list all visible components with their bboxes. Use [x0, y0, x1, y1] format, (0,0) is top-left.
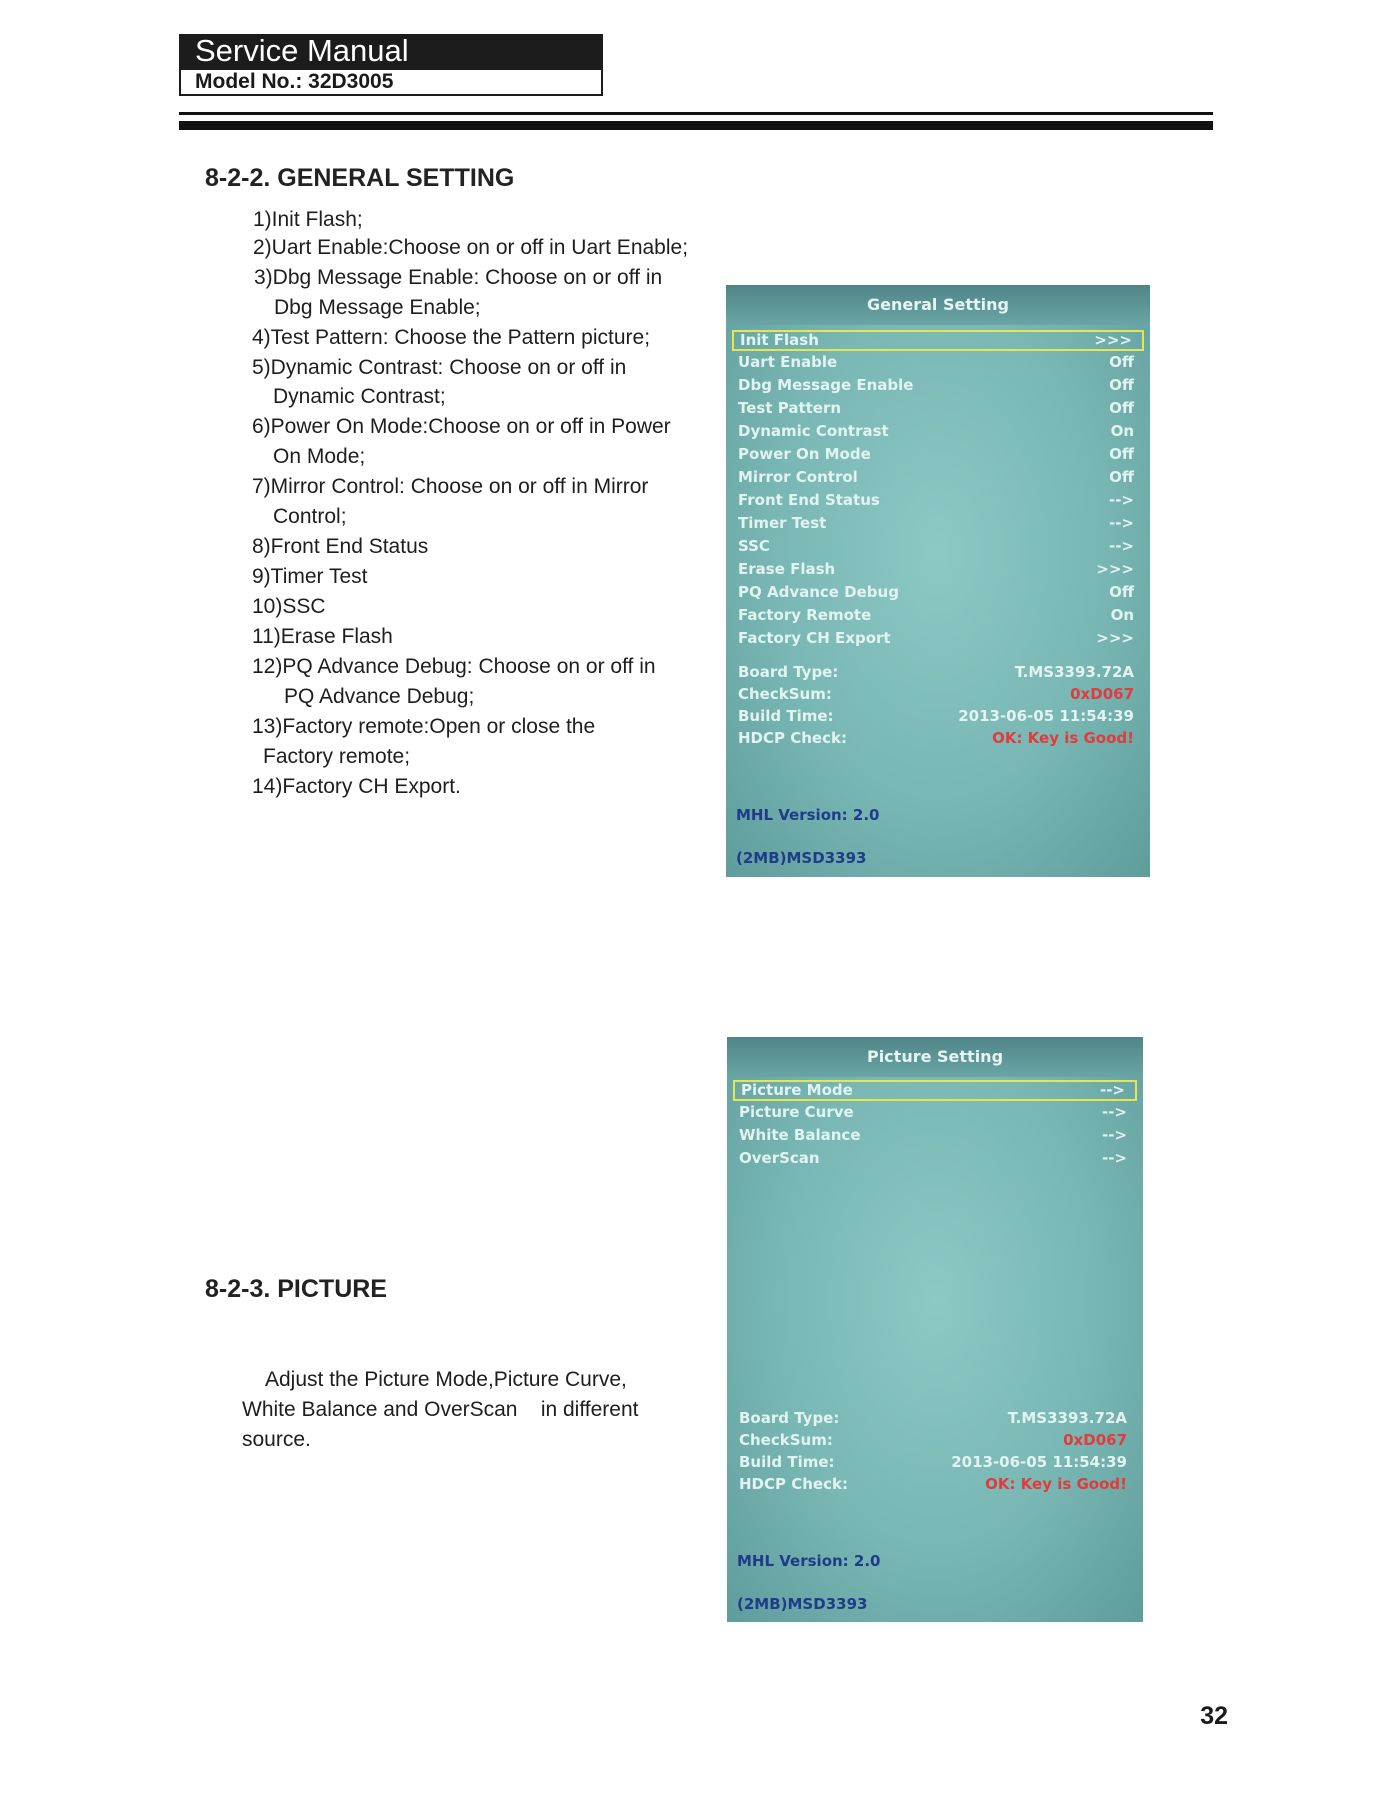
menu-label: Picture Curve — [739, 1103, 854, 1121]
list-item: 8)Front End Status — [252, 535, 429, 558]
list-item: On Mode; — [273, 445, 366, 468]
menu-row — [732, 444, 1144, 465]
menu-label: Mirror Control — [738, 468, 858, 486]
info-value: OK: Key is Good! — [985, 1475, 1127, 1493]
info-value: 0xD067 — [1063, 1431, 1127, 1449]
list-item: 6)Power On Mode:Choose on or off in Power — [252, 415, 671, 438]
chip-label: (2MB)MSD3393 — [737, 1595, 868, 1613]
info-value: 0xD067 — [1070, 685, 1134, 703]
section-heading-picture: 8-2-3. PICTURE — [205, 1275, 387, 1303]
menu-row — [732, 352, 1144, 373]
general-setting-screenshot — [726, 285, 1150, 877]
menu-label: OverScan — [739, 1149, 820, 1167]
menu-label: Power On Mode — [738, 445, 871, 463]
menu-value: Off — [1109, 376, 1134, 394]
list-item: 7)Mirror Control: Choose on or off in Mirror — [252, 475, 649, 498]
menu-label: PQ Advance Debug — [738, 583, 899, 601]
picture-paragraph-line: White Balance and OverScan in different — [242, 1398, 639, 1421]
info-label: HDCP Check: — [739, 1475, 848, 1493]
menu-label: Init Flash — [740, 331, 819, 349]
list-item: Dynamic Contrast; — [273, 385, 446, 408]
info-label: CheckSum: — [739, 1431, 833, 1449]
info-label: Board Type: — [739, 1409, 840, 1427]
menu-value: Off — [1109, 399, 1134, 417]
info-value: 2013-06-05 11:54:39 — [951, 1453, 1127, 1471]
info-label: Build Time: — [739, 1453, 835, 1471]
menu-label: Factory Remote — [738, 606, 872, 624]
info-row-build-time — [738, 706, 1134, 726]
screen-title: Picture Setting — [866, 1047, 1004, 1066]
mhl-version: MHL Version: 2.0 — [737, 1552, 881, 1570]
info-row-checksum — [738, 684, 1134, 704]
info-label: Build Time: — [738, 707, 834, 725]
list-item: 14)Factory CH Export. — [252, 775, 461, 798]
list-item: 3)Dbg Message Enable: Choose on or off in — [254, 266, 663, 289]
menu-value: --> — [1099, 1081, 1125, 1099]
info-label: CheckSum: — [738, 685, 832, 703]
header-rule-thick — [179, 121, 1213, 130]
manual-title: Service Manual — [179, 34, 603, 68]
picture-paragraph-line: Adjust the Picture Mode,Picture Curve, — [265, 1368, 627, 1391]
menu-value: --> — [1108, 491, 1134, 509]
info-row-checksum — [739, 1430, 1127, 1450]
info-row-board-type — [739, 1408, 1127, 1428]
menu-value: Off — [1109, 445, 1134, 463]
menu-label: Uart Enable — [738, 353, 838, 371]
menu-value: Off — [1109, 353, 1134, 371]
menu-row-selected — [732, 330, 1144, 351]
menu-value: --> — [1101, 1126, 1127, 1144]
list-item: 2)Uart Enable:Choose on or off in Uart Enable; — [253, 236, 689, 259]
info-value: T.MS3393.72A — [1014, 663, 1134, 681]
menu-label: Timer Test — [738, 514, 827, 532]
menu-row — [732, 559, 1144, 580]
menu-value: Off — [1109, 468, 1134, 486]
menu-row — [732, 375, 1144, 396]
info-label: HDCP Check: — [738, 729, 847, 747]
menu-label: White Balance — [739, 1126, 861, 1144]
menu-row — [732, 421, 1144, 442]
list-item: 9)Timer Test — [252, 565, 368, 588]
list-item: Dbg Message Enable; — [274, 296, 481, 319]
section-heading-general-setting: 8-2-2. GENERAL SETTING — [205, 164, 515, 192]
menu-row — [732, 582, 1144, 603]
menu-label: Dynamic Contrast — [738, 422, 889, 440]
menu-row — [732, 536, 1144, 557]
menu-label: Dbg Message Enable — [738, 376, 914, 394]
menu-value: >>> — [1096, 629, 1134, 647]
picture-setting-screenshot — [727, 1037, 1143, 1622]
menu-value: --> — [1101, 1103, 1127, 1121]
list-item: Control; — [273, 505, 347, 528]
menu-row — [733, 1102, 1137, 1123]
menu-label: Factory CH Export — [738, 629, 891, 647]
info-value: T.MS3393.72A — [1007, 1409, 1127, 1427]
list-item: Factory remote; — [263, 745, 411, 768]
page-number: 32 — [1200, 1702, 1228, 1730]
menu-label: Front End Status — [738, 491, 880, 509]
manual-header — [179, 34, 603, 96]
menu-row — [733, 1148, 1137, 1169]
list-item: 13)Factory remote:Open or close the — [252, 715, 596, 738]
menu-row — [733, 1125, 1137, 1146]
menu-value: --> — [1101, 1149, 1127, 1167]
menu-label: Erase Flash — [738, 560, 836, 578]
menu-value: On — [1110, 422, 1134, 440]
info-row-board-type — [738, 662, 1134, 682]
menu-row — [732, 467, 1144, 488]
menu-row — [732, 605, 1144, 626]
info-row-build-time — [739, 1452, 1127, 1472]
menu-value: Off — [1109, 583, 1134, 601]
picture-paragraph-line: source. — [242, 1428, 311, 1451]
menu-label: SSC — [738, 537, 770, 555]
menu-row-selected — [733, 1080, 1137, 1101]
info-label: Board Type: — [738, 663, 839, 681]
list-item: PQ Advance Debug; — [284, 685, 475, 708]
info-row-hdcp-check — [738, 728, 1134, 748]
menu-value: --> — [1108, 537, 1134, 555]
menu-value: >>> — [1094, 331, 1132, 349]
model-number: Model No.: 32D3005 — [179, 68, 603, 96]
menu-value: --> — [1108, 514, 1134, 532]
list-item: 4)Test Pattern: Choose the Pattern picture; — [252, 326, 651, 349]
chip-label: (2MB)MSD3393 — [736, 849, 867, 867]
header-rule-thin — [179, 112, 1213, 115]
screen-title: General Setting — [867, 295, 1009, 314]
list-item: 10)SSC — [252, 595, 326, 618]
list-item: 12)PQ Advance Debug: Choose on or off in — [252, 655, 656, 678]
menu-row — [732, 490, 1144, 511]
info-value: OK: Key is Good! — [992, 729, 1134, 747]
list-item: 1)Init Flash; — [253, 208, 363, 231]
menu-value: >>> — [1096, 560, 1134, 578]
menu-row — [732, 628, 1144, 649]
list-item: 11)Erase Flash — [252, 625, 393, 648]
menu-value: On — [1110, 606, 1134, 624]
info-value: 2013-06-05 11:54:39 — [958, 707, 1134, 725]
list-item: 5)Dynamic Contrast: Choose on or off in — [252, 356, 627, 379]
menu-label: Picture Mode — [741, 1081, 853, 1099]
menu-label: Test Pattern — [738, 399, 842, 417]
menu-row — [732, 398, 1144, 419]
menu-row — [732, 513, 1144, 534]
mhl-version: MHL Version: 2.0 — [736, 806, 880, 824]
info-row-hdcp-check — [739, 1474, 1127, 1494]
